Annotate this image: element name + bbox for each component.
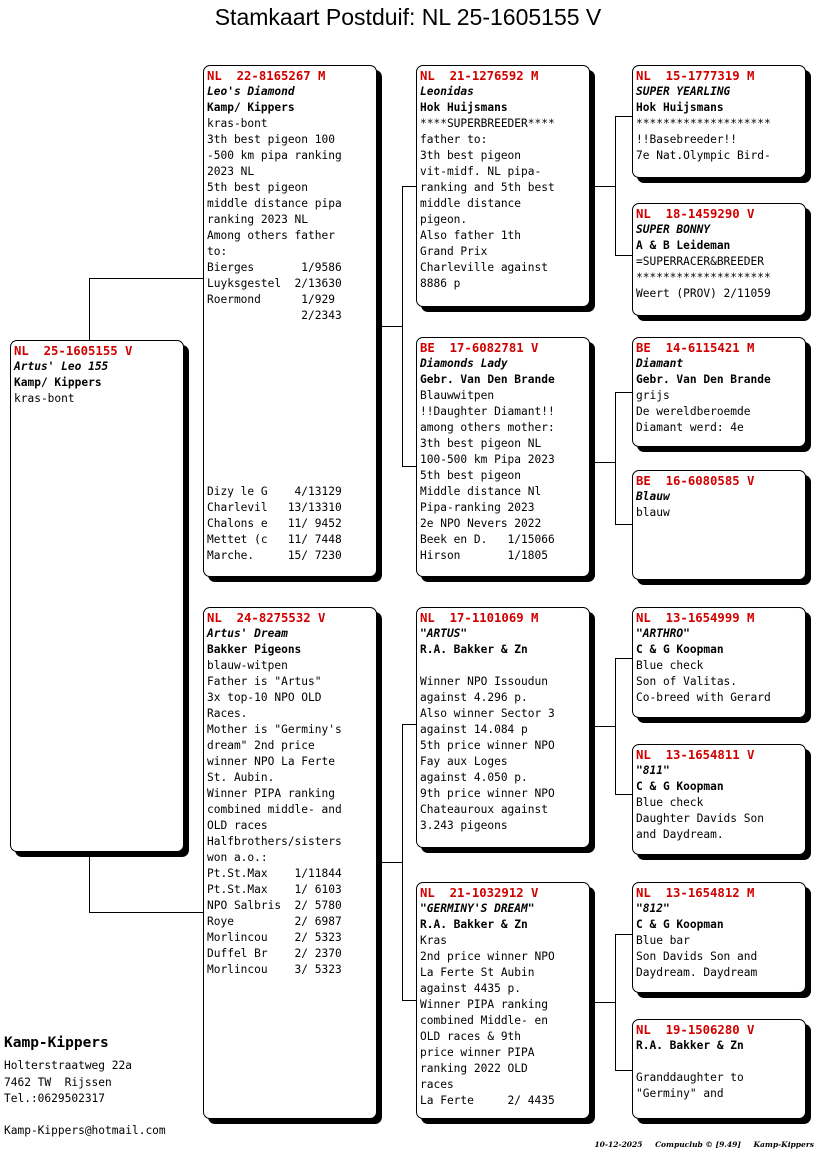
pigeon-name: "GERMINY'S DREAM"	[420, 902, 535, 915]
ring-number: NL 19-1506280 V	[636, 1023, 755, 1037]
pigeon-notes	[636, 388, 802, 436]
note-line: 5th best pigeon	[207, 181, 309, 194]
connector-line	[402, 724, 417, 725]
connector-line	[615, 934, 633, 935]
note-line	[207, 372, 373, 388]
note-line: Charleville against	[420, 261, 548, 274]
note-line	[636, 1054, 802, 1070]
pigeon-notes	[207, 658, 373, 978]
note-line: -500 km pipa ranking	[207, 149, 342, 162]
note-line: price winner PIPA	[420, 1046, 535, 1059]
note-line: St. Aubin.	[207, 771, 275, 784]
note-line: against 4.296 p.	[420, 691, 528, 704]
note-line	[207, 324, 373, 340]
note-line: Kras	[420, 934, 447, 947]
note-line: Mettet (c 11/ 7448	[207, 533, 342, 546]
note-line: blauw	[636, 506, 670, 519]
note-line: Son of Valitas.	[636, 675, 738, 688]
note-line: against 4.050 p.	[420, 771, 528, 784]
note-line: ranking and 5th best	[420, 181, 555, 194]
pigeon-name: Artus' Dream	[207, 627, 288, 640]
note-line: Grand Prix	[420, 245, 488, 258]
breeder-name: A & B Leideman	[636, 239, 731, 252]
note-line: 2nd price winner NPO	[420, 950, 555, 963]
note-line	[207, 388, 373, 404]
note-line	[207, 340, 373, 356]
note-line: Chalons e 11/ 9452	[207, 517, 342, 530]
note-line: 2e NPO Nevers 2022	[420, 517, 542, 530]
breeder-name: Bakker Pigeons	[207, 643, 302, 656]
ring-number: BE 16-6080585 V	[636, 474, 755, 488]
note-line: Granddaughter to	[636, 1071, 744, 1084]
note-line: kras-bont	[207, 117, 268, 130]
note-line: blauw-witpen	[207, 659, 288, 672]
pigeon-name: "ARTHRO"	[636, 627, 690, 640]
address-line: Holterstraatweg 22a	[4, 1059, 132, 1072]
note-line: 5th best pigeon	[420, 469, 522, 482]
note-line: 2/2343	[207, 309, 342, 322]
note-line: Hirson 1/1805	[420, 549, 548, 562]
note-line: Also father 1th	[420, 229, 522, 242]
note-line: OLD races & 9th	[420, 1030, 522, 1043]
page-title: Stamkaart Postduif: NL 25-1605155 V	[214, 4, 602, 30]
pigeon-notes	[636, 795, 802, 843]
breeder-name: Hok Huijsmans	[420, 101, 508, 114]
pigeon-notes	[636, 505, 802, 521]
pigeon-card-subject[interactable]	[10, 340, 184, 852]
note-line: La Ferte 2/ 4435	[420, 1094, 555, 1107]
pigeon-notes	[636, 658, 802, 706]
breeder-name: Gebr. Van Den Brande	[420, 373, 555, 386]
connector-line	[376, 326, 403, 327]
pigeon-name: Diamonds Lady	[420, 357, 508, 370]
breeder-name: Kamp/ Kippers	[14, 376, 102, 389]
note-line: Daughter Davids Son	[636, 812, 764, 825]
note-line: !!Daughter Diamant!!	[420, 405, 555, 418]
note-line	[207, 452, 373, 468]
note-line: 5th price winner NPO	[420, 739, 555, 752]
footer-owner: Kamp-Kippers	[753, 1140, 814, 1149]
note-line: 2023 NL	[207, 165, 255, 178]
note-line: winner NPO La Ferte	[207, 755, 335, 768]
pigeon-notes	[207, 116, 373, 564]
note-line: ********************	[636, 117, 771, 130]
pigeon-name: "812"	[636, 902, 670, 915]
connector-line	[615, 392, 616, 525]
note-line: Winner PIPA ranking	[207, 787, 335, 800]
connector-line	[615, 524, 633, 525]
note-line: Blue check	[636, 659, 704, 672]
breeder-name: C & G Koopman	[636, 918, 724, 931]
note-line: !!Basebreeder!!	[636, 133, 738, 146]
breeder-name: Kamp/ Kippers	[207, 101, 295, 114]
note-line: De wereldberoemde	[636, 405, 751, 418]
pigeon-card-mmf[interactable]	[632, 882, 806, 993]
note-line: Weert (PROV) 2/11059	[636, 287, 771, 300]
note-line: Beek en D. 1/15066	[420, 533, 555, 546]
phone-line: Tel.:0629502317	[4, 1092, 106, 1105]
connector-line	[89, 912, 204, 913]
note-line: Roye 2/ 6987	[207, 915, 342, 928]
pigeon-card-mother[interactable]	[203, 607, 377, 1119]
note-line: Chateauroux against	[420, 803, 548, 816]
note-line: dream" 2nd price	[207, 739, 315, 752]
note-line: Blue check	[636, 796, 704, 809]
note-line: OLD races	[207, 819, 268, 832]
note-line: Pipa-ranking 2023	[420, 501, 535, 514]
connector-line	[615, 794, 633, 795]
note-line: Marche. 15/ 7230	[207, 549, 342, 562]
note-line: 3th best pigeon NL	[420, 437, 542, 450]
note-line: against 4435 p.	[420, 982, 522, 995]
connector-line	[589, 726, 616, 727]
note-line: Mother is "Germiny's	[207, 723, 342, 736]
note-line: ********************	[636, 271, 771, 284]
footer	[584, 1140, 814, 1149]
note-line: Duffel Br 2/ 2370	[207, 947, 342, 960]
connector-line	[589, 462, 616, 463]
note-line: Dizy le G 4/13129	[207, 485, 342, 498]
breeder-name: R.A. Bakker & Zn	[420, 918, 528, 931]
connector-line	[402, 466, 417, 467]
note-line: 8886 p	[420, 277, 461, 290]
pigeon-name: Blauw	[636, 490, 670, 503]
note-line: 3x top-10 NPO OLD	[207, 691, 322, 704]
note-line: 100-500 km Pipa 2023	[420, 453, 555, 466]
pigeon-card-fmm[interactable]	[632, 470, 806, 580]
pigeon-name: "ARTUS"	[420, 627, 468, 640]
pigeon-card-father-father[interactable]	[416, 65, 590, 307]
ring-number: BE 17-6082781 V	[420, 341, 539, 355]
note-line: Morlincou 2/ 5323	[207, 931, 342, 944]
note-line: 3.243 pigeons	[420, 819, 508, 832]
pigeon-name: Leo's Diamond	[207, 85, 295, 98]
pigeon-card-ffm[interactable]	[632, 203, 806, 316]
connector-line	[589, 1002, 616, 1003]
ring-number: NL 18-1459290 V	[636, 207, 755, 221]
breeder-name: C & G Koopman	[636, 780, 724, 793]
owner-address	[4, 1058, 132, 1108]
breeder-name: R.A. Bakker & Zn	[636, 1039, 744, 1052]
pigeon-name: "811"	[636, 764, 670, 777]
connector-line	[615, 116, 616, 256]
connector-line	[615, 392, 633, 393]
breeder-name: Hok Huijsmans	[636, 101, 724, 114]
connector-line	[615, 934, 616, 1071]
connector-line	[402, 186, 403, 466]
connector-line	[615, 255, 633, 256]
connector-line	[615, 1070, 633, 1071]
note-line: Races.	[207, 707, 248, 720]
note-line	[207, 404, 373, 420]
breeder-name: Gebr. Van Den Brande	[636, 373, 771, 386]
note-line: Roermond 1/929	[207, 293, 335, 306]
note-line: Diamant werd: 4e	[636, 421, 744, 434]
note-line: Blauwwitpen	[420, 389, 495, 402]
connector-line	[589, 186, 616, 187]
note-line: combined middle- and	[207, 803, 342, 816]
pigeon-notes	[420, 658, 586, 834]
note-line: Morlincou 3/ 5323	[207, 963, 342, 976]
pigeon-name: Leonidas	[420, 85, 474, 98]
note-line	[207, 468, 373, 484]
note-line: 9th price winner NPO	[420, 787, 555, 800]
note-line: La Ferte St Aubin	[420, 966, 535, 979]
note-line: against 14.084 p	[420, 723, 528, 736]
ring-number: NL 22-8165267 M	[207, 69, 326, 83]
note-line: Pt.St.Max 1/11844	[207, 867, 342, 880]
note-line: ranking 2023 NL	[207, 213, 309, 226]
connector-line	[376, 862, 403, 863]
note-line: Charlevil 13/13310	[207, 501, 342, 514]
note-line: father to:	[420, 133, 488, 146]
note-line: middle distance	[420, 197, 522, 210]
note-line: won a.o.:	[207, 851, 268, 864]
note-line	[207, 356, 373, 372]
note-line	[207, 420, 373, 436]
note-line: "Germiny" and	[636, 1087, 724, 1100]
note-line: Luyksgestel 2/13630	[207, 277, 342, 290]
pigeon-notes	[636, 116, 802, 164]
pigeon-notes	[636, 1054, 802, 1102]
note-line: 3th best pigeon	[420, 149, 522, 162]
breeder-name: R.A. Bakker & Zn	[420, 643, 528, 656]
pigeon-notes	[14, 391, 180, 407]
note-line: Among others father	[207, 229, 335, 242]
pigeon-card-father[interactable]	[203, 65, 377, 577]
pigeon-card-mmm[interactable]	[632, 1019, 806, 1119]
ring-number: NL 13-1654811 V	[636, 748, 755, 762]
note-line: 3th best pigeon 100	[207, 133, 335, 146]
connector-line	[615, 658, 633, 659]
pigeon-name: SUPER YEARLING	[636, 85, 731, 98]
note-line: Father is "Artus"	[207, 675, 322, 688]
note-line: Bierges 1/9586	[207, 261, 342, 274]
note-line: pigeon.	[420, 213, 468, 226]
note-line: Blue bar	[636, 934, 690, 947]
footer-software: Compuclub © [9.49]	[655, 1140, 741, 1149]
note-line: Winner NPO Issoudun	[420, 675, 548, 688]
note-line	[207, 436, 373, 452]
note-line: grijs	[636, 389, 670, 402]
note-line: races	[420, 1078, 454, 1091]
note-line: Son Davids Son and	[636, 950, 758, 963]
connector-line	[89, 852, 90, 912]
note-line: 7e Nat.Olympic Bird-	[636, 149, 771, 162]
note-line: and Daydream.	[636, 828, 724, 841]
ring-number: NL 17-1101069 M	[420, 611, 539, 625]
pigeon-card-mother-mother[interactable]	[416, 882, 590, 1119]
ring-number: NL 13-1654999 M	[636, 611, 755, 625]
note-line: kras-bont	[14, 392, 75, 405]
pigeon-card-fff[interactable]	[632, 65, 806, 178]
pigeon-card-fmf[interactable]	[632, 337, 806, 447]
ring-number: NL 25-1605155 V	[14, 344, 133, 358]
ring-number: NL 13-1654812 M	[636, 886, 755, 900]
pigeon-name: Artus' Leo 155	[14, 360, 109, 373]
ring-number: NL 21-1276592 M	[420, 69, 539, 83]
note-line: vit-midf. NL pipa-	[420, 165, 542, 178]
connector-line	[89, 278, 204, 279]
owner-email: Kamp-Kippers@hotmail.com	[4, 1124, 166, 1137]
note-line: Daydream. Daydream	[636, 966, 758, 979]
pigeon-notes	[636, 933, 802, 981]
pigeon-card-mfm[interactable]	[632, 744, 806, 855]
note-line: Winner PIPA ranking	[420, 998, 548, 1011]
connector-line	[615, 116, 633, 117]
ring-number: NL 15-1777319 M	[636, 69, 755, 83]
note-line: middle distance pipa	[207, 197, 342, 210]
footer-date: 10-12-2025	[594, 1140, 643, 1149]
note-line: to:	[207, 245, 228, 258]
connector-line	[402, 1000, 417, 1001]
note-line: =SUPERRACER&BREEDER	[636, 255, 764, 268]
pigeon-notes	[420, 933, 586, 1109]
note-line: combined Middle- en	[420, 1014, 548, 1027]
pigeon-notes	[420, 116, 586, 292]
ring-number: NL 24-8275532 V	[207, 611, 326, 625]
note-line	[420, 658, 586, 674]
pigeon-card-mff[interactable]	[632, 607, 806, 718]
note-line: ranking 2022 OLD	[420, 1062, 528, 1075]
ring-number: BE 14-6115421 M	[636, 341, 755, 355]
address-line: 7462 TW Rijssen	[4, 1075, 112, 1089]
connector-line	[402, 724, 403, 1001]
pigeon-card-father-mother[interactable]	[416, 337, 590, 577]
pigeon-card-mother-father[interactable]	[416, 607, 590, 848]
note-line: Halfbrothers/sisters	[207, 835, 342, 848]
pigeon-name: SUPER BONNY	[636, 223, 711, 236]
note-line: Middle distance Nl	[420, 485, 542, 498]
note-line: ****SUPERBREEDER****	[420, 117, 555, 130]
pigeon-name: Diamant	[636, 357, 684, 370]
owner-name: Kamp-Kippers	[4, 1035, 109, 1051]
pigeon-notes	[420, 388, 586, 564]
note-line: Fay aux Loges	[420, 755, 508, 768]
note-line: among others mother:	[420, 421, 555, 434]
connector-line	[615, 658, 616, 795]
pigeon-notes	[636, 254, 802, 302]
note-line: Also winner Sector 3	[420, 707, 555, 720]
connector-line	[89, 278, 90, 340]
note-line: NPO Salbris 2/ 5780	[207, 899, 342, 912]
ring-number: NL 21-1032912 V	[420, 886, 539, 900]
note-line: Pt.St.Max 1/ 6103	[207, 883, 342, 896]
connector-line	[402, 186, 417, 187]
note-line: Co-breed with Gerard	[636, 691, 771, 704]
breeder-name: C & G Koopman	[636, 643, 724, 656]
